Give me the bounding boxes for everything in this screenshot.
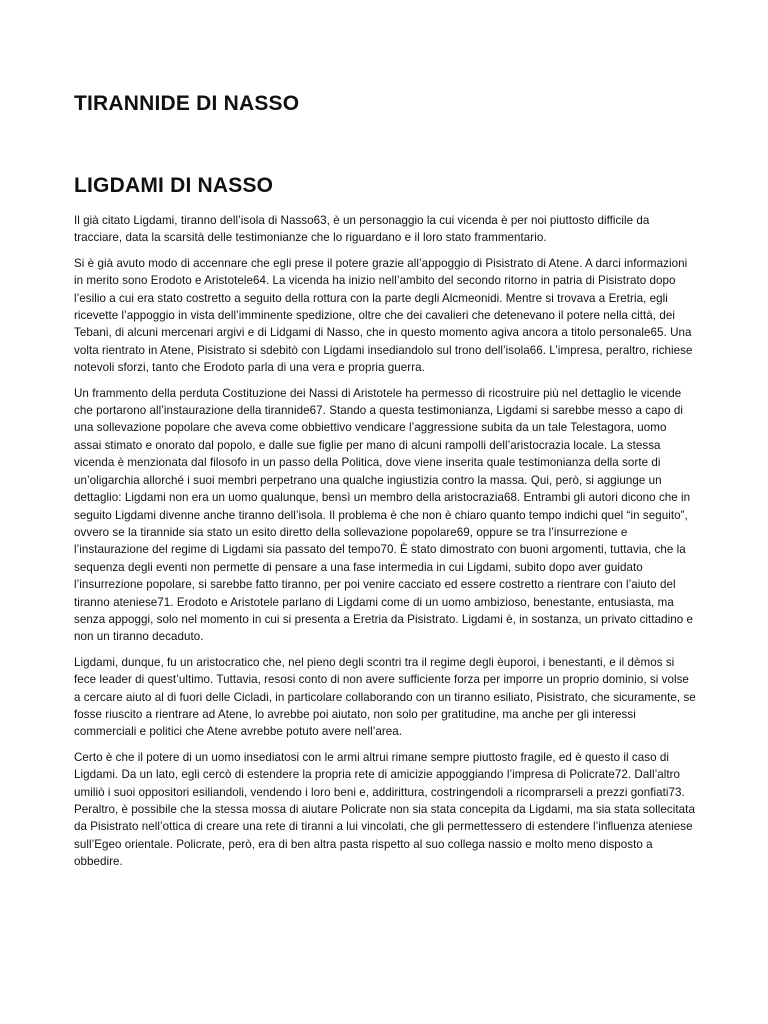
document-page <box>74 90 697 879</box>
subsection-title: LIGDAMI DI NASSO <box>74 174 274 197</box>
section-title: TIRANNIDE DI NASSO <box>74 92 300 115</box>
paragraph-2: Si è già avuto modo di accennare che egli prese il potere grazie all’appoggio di Pisistrato di Atene. A darci informazioni in merito sono Erodoto e Aristotele64. La vicenda ha inizio nell’ambito del secondo ritorno in patria di Pisistrato dopo l’esilio a cui era stato costretto a seguito della rottura con la parte degli Alcmeonidi. Mentre si trovava a Eretria, egli ricevette l’appoggio in vista dell’imminente spedizione, oltre che dei cavalieri che detenevano il potere nella città, dei Tebani, di alcuni mercenari argivi e di Lidgami di Nasso, che in questo momento agiva ancora a titolo personale65. Una volta rientrato in Atene, Pisistrato si sdebitò con Ligdami insediandolo sul trono dell’isola66. L’impresa, peraltro, richiese notevoli sforzi, tanto che Erodoto parla di una vera e propria guerra. <box>74 256 693 375</box>
paragraph-5: Certo è che il potere di un uomo insediatosi con le armi altrui rimane sempre piuttosto fragile, ed è questo il caso di Ligdami. Da un lato, egli cercò di estendere la propria rete di amicizie appoggiando l’impresa di Policrate72. Dall’altro umiliò i suoi oppositori esiliandoli, vendendo i loro beni e, addirittura, costringendoli a ricomprarseli a prezzi gonfiati73. Peraltro, è possibile che la stessa mossa di aiutare Policrate non sia stata concepita da Ligdami, ma sia stata sollecitata da Pisistrato nell’ottica di creare una rete di tiranni a lui vincolati, che gli permettessero di estendere l’influenza ateniese sull’Egeo orientale. Policrate, però, era di ben altra pasta rispetto al suo collega nassio e molto meno disposto a obbedire. <box>74 750 695 869</box>
paragraph-3: Un frammento della perduta Costituzione dei Nassi di Aristotele ha permesso di ricostruire più nel dettaglio le vicende che portarono all’instaurazione della tirannide67. Stando a questa testimonianza, Ligdami si sarebbe messo a capo di una sollevazione popolare che aveva come obbiettivo vendicare l’aggressione subita da un tale Telestagora, uomo assai stimato e onorato dal popolo, e dalle sue figlie per mano di alcuni rampolli dell’aristocrazia locale. La stessa vicenda è menzionata dal filosofo in un passo della Politica, dove viene inserita quale testimonianza della sorte di un’oligarchia allorché i suoi membri perpetrano una qualche ingiustizia contro la massa. Qui, però, si aggiunge un dettaglio: Ligdami non era un uomo qualunque, bensì un membro della aristocrazia68. Entrambi gli autori dicono che in seguito Ligdami divenne anche tiranno dell’isola. Il problema è che non è chiaro quanto tempo indichi quel “in seguito”, ovvero se la tirannide sia stato un esito diretto della sollevazione popolare69, oppure se tra l’insurrezione e l’instaurazione del regime di Ligdami sia passato del tempo70. È stato dimostrato con buoni argomenti, tuttavia, che la sequenza degli eventi non permette di pensare a una fase intermedia in cui Ligdami, subito dopo aver guidato l’insurrezione popolare, si sarebbe fatto tiranno, per poi venire cacciato ed essere costretto a rientrare con l’aiuto del tiranno ateniese71. Erodoto e Aristotele parlano di Ligdami come di un uomo ambizioso, benestante, entusiasta, ma senza appoggi, solo nel momento in cui si presenta a Eretria da Pisistrato. Ligdami è, in sostanza, un privato cittadino e non un tiranno decaduto. <box>74 386 693 644</box>
paragraph-4: Ligdami, dunque, fu un aristocratico che, nel pieno degli scontri tra il regime degli èuporoi, i benestanti, e il dèmos si fece leader di quest’ultimo. Tuttavia, resosi conto di non avere sufficiente forza per imporre un proprio dominio, si volse a cercare aiuto al di fuori delle Cicladi, in particolare collaborando con un tiranno esiliato, Pisistrato, che sicuramente, se fosse riuscito a rientrare ad Atene, lo avrebbe poi aiutato, non solo per gratitudine, ma anche per gli interessi commerciali e politici che Atene avrebbe potuto avere nell’area. <box>74 655 696 739</box>
paragraph-1: Il già citato Ligdami, tiranno dell’isola di Nasso63, è un personaggio la cui vicenda è per noi piuttosto difficile da tracciare, data la scarsità delle testimonianze che lo riguardano e il loro stato frammentario. <box>74 214 650 245</box>
